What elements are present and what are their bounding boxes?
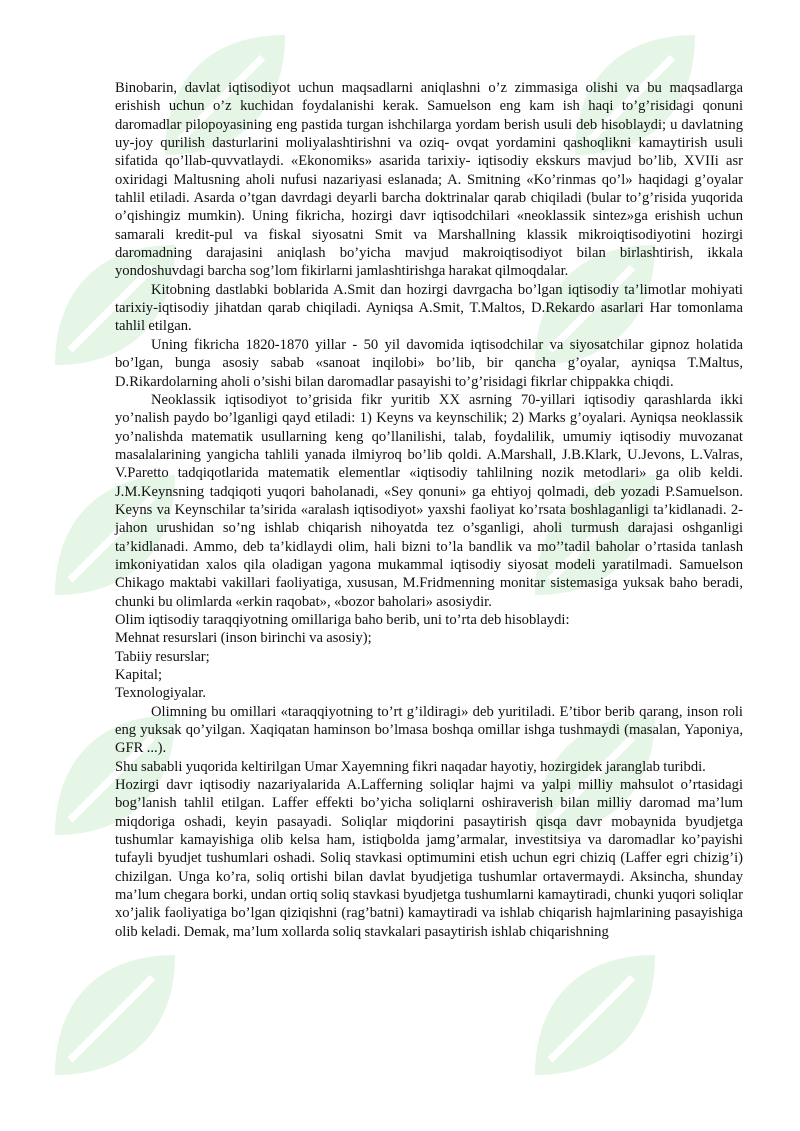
paragraph: Olim iqtisodiy taraqqiyotning omillariga baho berib, uni to’rta deb hisoblaydi: xyxy=(115,611,570,628)
paragraph: Uning fikricha 1820-1870 yillar - 50 yil davomida iqtisodchilar va siyosatchilar gipnoz holatida bo’lgan, bunga asosiy sabab «sanoat inqilobi» bo’lib, bir qancha g’oyalar, ayniqsa T.Maltus, D.Rikardolarning aholi o’sishi bilan daromadlar pasayishi to’g’risidagi fikrlar chippakka chiqdi. xyxy=(115,336,743,390)
paragraph: Binobarin, davlat iqtisodiyot uchun maqsadlarni aniqlashni o’z zimmasiga olishi va bu maqsadlarga erishish uchun o’z kuchidan foydalanishi kerak. Samuelson eng kam ish haqi to’g’risidagi qonuni daromadlar pilopoyasining eng pastida turgan ishchilarga yordam berish usuli deb hisoblaydi; u davlatning uy-joy qurilish dasturlarini moliyalashtirishni va oziq- ovqat yordamini qashoqlikni kamaytirish usuli sifatida qo’llab-quvvatlaydi. «Ekonomiks» asarida tarixiy- iqtisodiy ekskurs mavjud bo’lib, XVIIi asr oxiridagi Maltusning aholi nufusi nazariyasi eslanada; A. Smitning «Ko’rinmas qo’l» haqidagi g’oyalar tahlil etiladi. Asarda o’tgan davrdagi deyarli barcha doktrinalar qarab chiqiladi (bular to’g’risida yuqorida o’qishingiz mumkin). Uning fikricha, hozirgi davr iqtisodchilari «neoklassik sintez»ga erishish uchun samarali kredit-pul va fiskal siyosatni Smit va Marshallning klassik mikroiqtisodiyotini hozirgi daromadning darajasini aniqlash bo’yicha mavjud makroiqtisodiyot bilan birlashtirish, ikkala yondoshuvdagi barcha sog’lom fikirlarni jamlashtirishga harakat qilmoqdalar. xyxy=(115,80,743,280)
list-item: Tabiiy resurslar; xyxy=(115,648,210,665)
list-item: Texnologiyalar. xyxy=(115,685,206,702)
paragraph: Shu sababli yuqorida keltirilgan Umar Xayemning fikri naqadar hayotiy, hozirgidek jaranglab turibdi. xyxy=(115,758,706,775)
list-item: Kapital; xyxy=(115,667,163,683)
paragraph: Kitobning dastlabki boblarida A.Smit dan hozirgi davrgacha bo’lgan iqtisodiy ta’limotlar mohiyati tarixiy-iqtisodiy jihatdan qarab chiqiladi. Ayniqsa A.Smit, T.Maltos, D.Rekardo asarlari Har tomonlama tahlil etilgan. xyxy=(115,281,743,335)
document-page xyxy=(115,79,743,941)
paragraph: Neoklassik iqtisodiyot to’grisida fikr yuritib XX asrning 70-yillari iqtisodiy qarashlarda ikki yo’nalish paydo bo’lganligi qayd etiladi: 1) Keyns va keynschilik; 2) Marks g’oyalari. Ayniqsa neoklassik yo’nalishda matematik usullarning keng qo’llanilishi, talab, foydalilik, umumiy iqtisodiy muvozanat masalalarining yangicha tahlili yanada ilmiyroq bo’lib qoldi. A.Marshall, J.B.Klark, U.Jevons, L.Valras, V.Paretto tadqiqotlarida matematik elementlar «iqtisodiy tahlilning nozik metodlari» ga olib keldi. J.M.Keynsning tadqiqoti yuqori baholanadi, «Sey qonuni» ga ehtiyoj qolmadi, deb yozadi P.Samuelson. Keyns va Keynschilar ta’sirida «aralash iqtisodiyot» yaxshi faoliyat ko’rsata boshlaganligi ta’kidlanadi. 2-jahon urushidan so’ng ishlab chiqarish nihoyatda tez o’sganligi, aholi turmush darajasi oshganligi ta’kidlanadi. Ammo, deb ta’kidlaydi olim, hali bizni to’la bandlik va mo’’tadil baholar o’rtasida tanlash imkoniyatidan xalos qila oladigan yagona mukammal iqtisodiy siyosat modeli yaratilmadi. Samuelson Chikago maktabi vakillari faoliyatiga, xususan, M.Fridmenning monitar sistemasiga yuksak baho beradi, chunki bu olimlarda «erkin raqobat», «bozor baholari» asosiydir. xyxy=(115,391,743,610)
list-item: Mehnat resurslari (inson birinchi va asosiy); xyxy=(115,630,372,647)
paragraph: Olimning bu omillari «taraqqiyotning to’rt g’ildiragi» deb yuritiladi. E’tibor berib qarang, inson roli eng yuksak qo’yilgan. Xaqiqatan haminson bo’lmasa boshqa omillar ishga tushmaydi (masalan, Yaponiya, GFR ...). xyxy=(115,703,743,757)
paragraph: Hozirgi davr iqtisodiy nazariyalarida A.Lafferning soliqlar hajmi va yalpi milliy mahsulot o’rtasidagi bog’lanish tahlil etilgan. Laffer effekti bo’yicha soliqlarni oshiraverish bilan milliy daromad ma’lum miqdoriga oshadi, keyin pasayadi. Soliqlar miqdorini pasaytirish qisqa davr mobaynida byudjetga tushumlar kamayishiga olib kelsa ham, istiqbolda jamg’armalar, investitsiya va daromadlar ko’payishi tufayli byudjet tushumlari oshadi. Soliq stavkasi optimumini etish uchun egri chiziq (Laffer egri chizig’i) chizilgan. Unga ko’ra, soliq ortishi bilan davlat byudjetiga tushumlar ortavermaydi. Aksincha, shunday ma’lum chegara borki, undan ortiq soliq stavkasi byudjetga tushumlarni kamaytiradi, chunki yuqori soliqlar xo’jalik faoliyatiga bo’lgan qiziqishni (rag’batni) kamaytiradi va ishlab chiqarish hajmlarining pasayishiga olib keladi. Demak, ma’lum xollarda soliq stavkalari pasaytirish ishlab chiqarishning xyxy=(115,777,743,940)
leaf-logo-icon xyxy=(40,940,190,1090)
leaf-logo-icon xyxy=(520,940,670,1090)
